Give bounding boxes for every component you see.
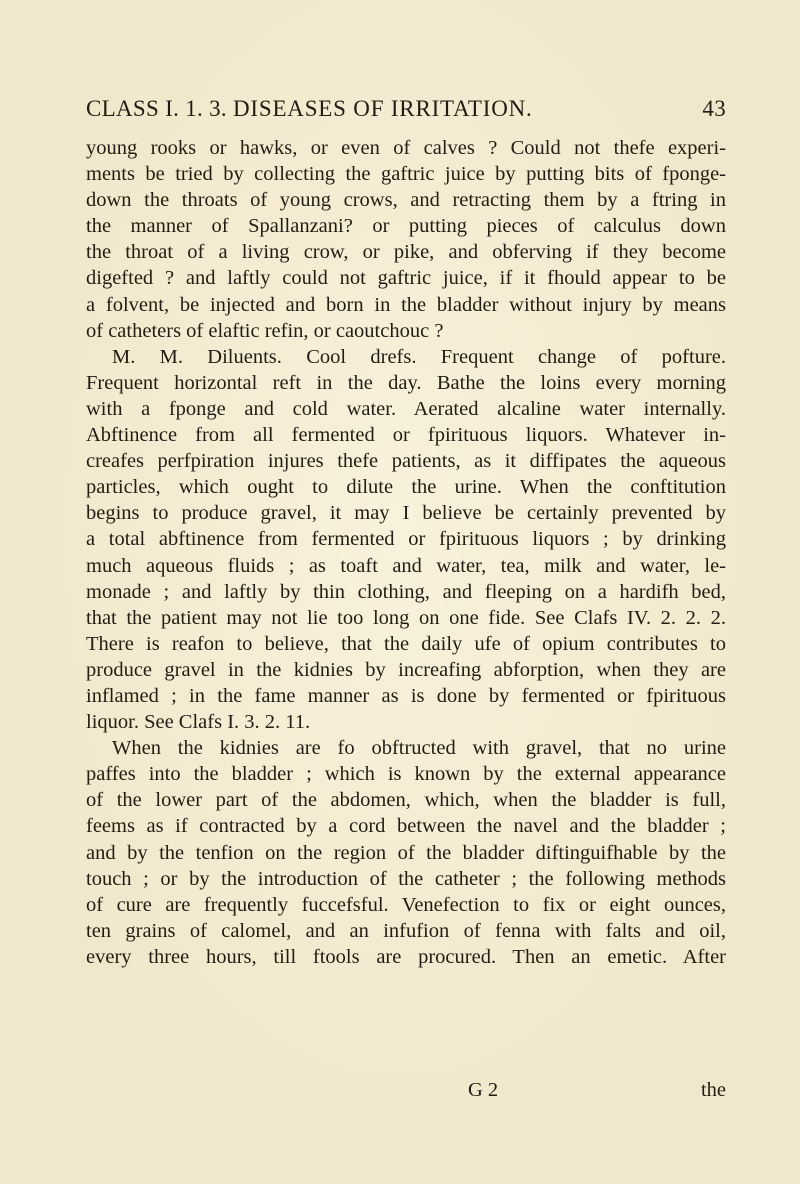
text-line: When the kidnies are fo obftructed with gravel, that no urine: [112, 737, 726, 760]
body-text: [86, 135, 726, 970]
text-line: every three hours, till ftools are procured. Then an emetic. After: [86, 945, 726, 968]
text-line: Frequent horizontal reft in the day. Bathe the loins every morning: [86, 371, 726, 394]
page-footer: [86, 1079, 726, 1105]
text-line: of the lower part of the abdomen, which, when the bladder is full,: [86, 789, 726, 812]
text-line: young rooks or hawks, or even of calves ? Could not thefe experi-: [86, 137, 726, 159]
text-line: Abftinence from all fermented or fpirituous liquors. Whatever in-: [86, 424, 726, 447]
text-line: paffes into the bladder ; which is known by the external appearance: [86, 763, 726, 786]
header-title: DISEASES OF IRRITATION.: [233, 96, 533, 121]
text-line: creafes perfpiration injures thefe patients, as it diffipates the aqueous: [86, 450, 726, 473]
page-number: 43: [702, 96, 726, 121]
text-line: of cure are frequently fuccefsful. Venefection to fix or eight ounces,: [86, 893, 726, 916]
text-line: the manner of Spallanzani? or putting pieces of calculus down: [86, 215, 726, 238]
text-line: liquor. See Clafs I. 3. 2. 11.: [86, 711, 311, 734]
text-line: ments be tried by collecting the gaftric juice by putting bits of fponge-: [86, 163, 726, 186]
text-line: feems as if contracted by a cord between the navel and the bladder ;: [86, 815, 726, 838]
text-line: digefted ? and laftly could not gaftric juice, if it fhould appear to be: [86, 267, 726, 290]
text-line: touch ; or by the introduction of the catheter ; the following methods: [86, 867, 726, 890]
text-line: much aqueous fluids ; as toaft and water, tea, milk and water, le-: [86, 554, 726, 577]
text-line: produce gravel in the kidnies by increafing abforption, when they are: [86, 658, 726, 681]
text-line: that the patient may not lie too long on one fide. See Clafs IV. 2. 2. 2.: [86, 606, 726, 629]
running-header: [86, 96, 726, 128]
text-line: and by the tenfion on the region of the bladder diftinguifhable by the: [86, 841, 726, 864]
text-line: ten grains of calomel, and an infufion of fenna with falts and oil,: [86, 919, 726, 942]
text-line: monade ; and laftly by thin clothing, and fleeping on a hardifh bed,: [86, 580, 726, 603]
text-line: with a fponge and cold water. Aerated alcaline water internally.: [86, 397, 726, 420]
catchword: the: [700, 1079, 726, 1101]
text-line: inflamed ; in the fame manner as is done by fermented or fpirituous: [86, 684, 726, 707]
text-line: of catheters of elaftic refin, or caoutchouc ?: [86, 319, 444, 342]
text-line: M. M. Diluents. Cool drefs. Frequent change of pofture.: [112, 345, 726, 368]
signature-mark: G 2: [468, 1079, 499, 1101]
text-line: down the throats of young crows, and retracting them by a ftring in: [86, 189, 726, 212]
text-line: particles, which ought to dilute the urine. When the conftitution: [86, 476, 726, 499]
text-line: begins to produce gravel, it may I believe be certainly prevented by: [86, 502, 726, 525]
header-class-reference: CLASS I. 1. 3.: [86, 96, 227, 121]
text-line: There is reafon to believe, that the daily ufe of opium contributes to: [86, 632, 726, 655]
text-line: a total abftinence from fermented or fpirituous liquors ; by drinking: [86, 528, 726, 551]
text-line: a folvent, be injected and born in the bladder without injury by means: [86, 293, 726, 316]
text-line: the throat of a living crow, or pike, and obferving if they become: [86, 241, 726, 264]
